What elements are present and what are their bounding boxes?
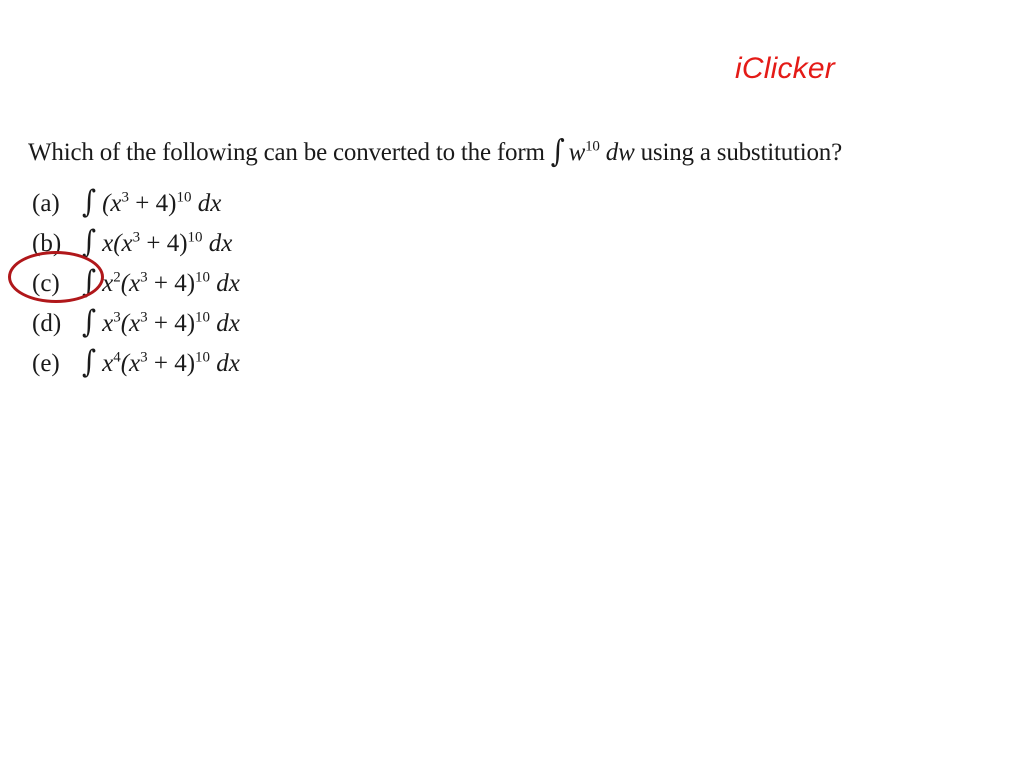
expr-lead: x xyxy=(102,230,114,257)
question-exponent: 10 xyxy=(585,138,600,155)
expr-dx: dx xyxy=(216,270,240,297)
expr-inner: (x xyxy=(113,230,133,257)
option-label: (d) xyxy=(32,310,62,337)
integral-sign: ∫ xyxy=(82,304,97,341)
option-expression xyxy=(82,224,233,261)
expr-plus: + 4) xyxy=(129,190,177,217)
integral-sign: ∫ xyxy=(82,264,97,301)
expr-inner-exponent: 3 xyxy=(140,269,148,286)
selection-circle xyxy=(8,251,104,303)
expr-inner: (x xyxy=(120,350,141,377)
expr-outer-exponent: 10 xyxy=(187,229,203,246)
option-label: (e) xyxy=(32,350,60,377)
question-var: w xyxy=(568,139,586,166)
expr-plus: + 4) xyxy=(140,230,188,257)
option-expression xyxy=(82,264,240,301)
expr-inner: (x xyxy=(120,270,141,297)
option-d[interactable] xyxy=(32,303,240,343)
expr-outer-exponent: 10 xyxy=(195,309,211,326)
option-e[interactable] xyxy=(32,343,240,383)
expr-lead: x xyxy=(102,270,114,297)
expr-dx: dx xyxy=(216,310,240,337)
expr-inner-exponent: 3 xyxy=(132,229,141,246)
integral-sign: ∫ xyxy=(82,344,97,381)
question-differential: dw xyxy=(605,139,635,166)
expr-plus: + 4) xyxy=(147,350,196,377)
expr-lead-exponent: 2 xyxy=(113,269,121,286)
question-text xyxy=(28,133,842,170)
expr-plus: + 4) xyxy=(147,270,196,297)
expr-outer-exponent: 10 xyxy=(176,189,192,206)
expr-outer-exponent: 10 xyxy=(195,269,211,286)
expr-dx: dx xyxy=(197,190,222,217)
question-prefix: Which of the following can be converted to the form xyxy=(28,139,551,166)
brand-title: iClicker xyxy=(735,52,835,85)
integral-sign: ∫ xyxy=(82,184,97,221)
expr-lead: x xyxy=(102,350,114,377)
option-label: (a) xyxy=(32,190,60,217)
expr-inner: (x xyxy=(120,310,141,337)
expr-lead: x xyxy=(102,310,114,337)
expr-dx: dx xyxy=(216,350,240,377)
question-suffix: using a substitution? xyxy=(634,139,842,166)
expr-lead-exponent: 4 xyxy=(113,349,121,366)
expr-dx: dx xyxy=(208,230,233,257)
option-label: (c) xyxy=(32,270,60,297)
expr-lead-exponent: 3 xyxy=(113,309,121,326)
option-label: (b) xyxy=(32,230,62,257)
expr-inner-exponent: 3 xyxy=(140,309,148,326)
integral-sign: ∫ xyxy=(82,224,97,261)
expr-base: (x xyxy=(102,190,122,217)
expr-plus: + 4) xyxy=(147,310,196,337)
expr-inner-exponent: 3 xyxy=(140,349,148,366)
option-expression xyxy=(82,344,240,381)
option-expression xyxy=(82,184,222,221)
option-a[interactable] xyxy=(32,183,240,223)
integral-sign: ∫ xyxy=(550,133,565,170)
expr-outer-exponent: 10 xyxy=(195,349,211,366)
expr-inner-exponent: 3 xyxy=(121,189,129,206)
option-expression xyxy=(82,304,240,341)
